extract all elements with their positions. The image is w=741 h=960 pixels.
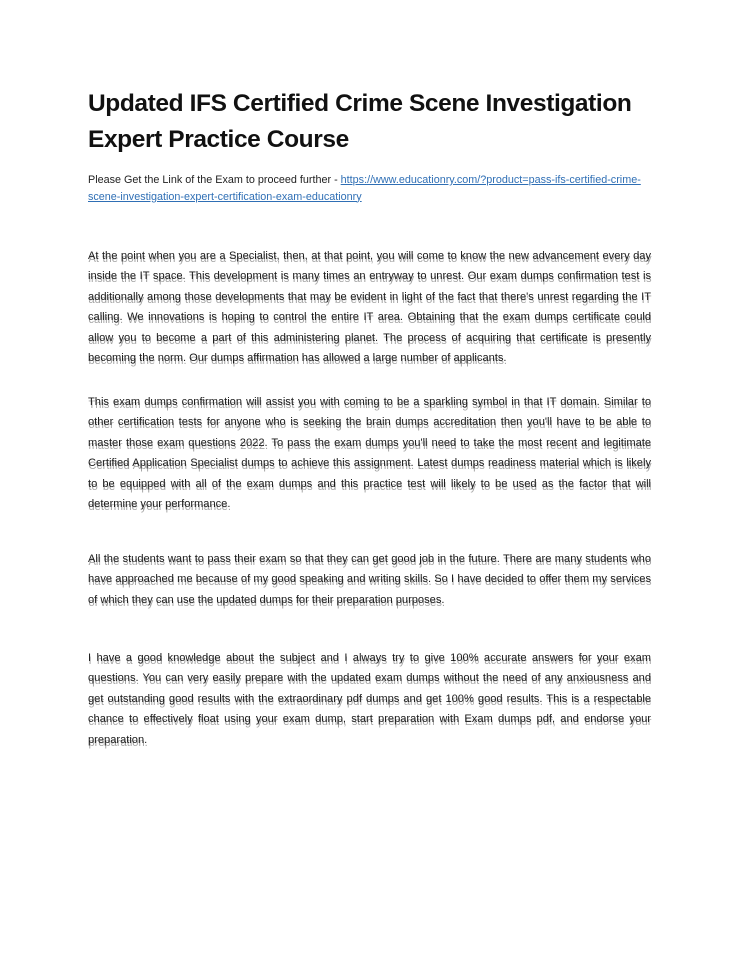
paragraph-2: This exam dumps confirmation will assist you with coming to be a sparkling symbol in that IT domain. Similar to other certification tests for anyone who is seeking the brain dumps accreditation then you'll have to be able to master those exam questions 2022. To pass the exam dumps you'll need to take the most recent and legitimate Certified Application Specialist dumps to achieve this assignment. Latest dumps readiness material which is likely to be equipped with all of the exam dumps and this practice test will likely to be used as the factor that will determine your performance. bbox=[88, 396, 651, 511]
intro-text: Please Get the Link of the Exam to proceed further - bbox=[88, 174, 341, 186]
paragraph-3: All the students want to pass their exam so that they can get good job in the future. There are many students who have approached me because of my good speaking and writing skills. So I have decided to offer them my services of which they can use the updated dumps for their preparation purposes. bbox=[88, 553, 651, 606]
intro-line bbox=[88, 172, 658, 205]
document-title: Updated IFS Certified Crime Scene Investigation Expert Practice Course bbox=[88, 90, 632, 153]
paragraph-4: I have a good knowledge about the subject and I always try to give 100% accurate answers for your exam questions. You can very easily prepare with the updated exam dumps without the need of any anxiousness and get outstanding good results with the extraordinary pdf dumps and get 100% good results. This is a respectable chance to effectively float using your exam dump, start preparation with Exam dumps pdf, and endorse your preparation. bbox=[88, 652, 651, 746]
exam-link[interactable]: https://www.educationry.com/?product=pass-ifs-certified-crime-scene-investigation-expert-certification-exam-educationry bbox=[88, 174, 641, 203]
paragraph-1: At the point when you are a Specialist, then, at that point, you will come to know the new advancement every day inside the IT space. This development is many times an entryway to unrest. Our exam dumps confirmation test is additionally among those developments that may be evident in light of the fact that there's unrest regarding the IT calling. We innovations is hoping to control the entire IT area. Obtaining that the exam dumps certificate could allow you to become a part of this administering planet. The process of acquiring that certificate is presently becoming the norm. Our dumps affirmation has allowed a large number of applicants. bbox=[88, 250, 651, 365]
